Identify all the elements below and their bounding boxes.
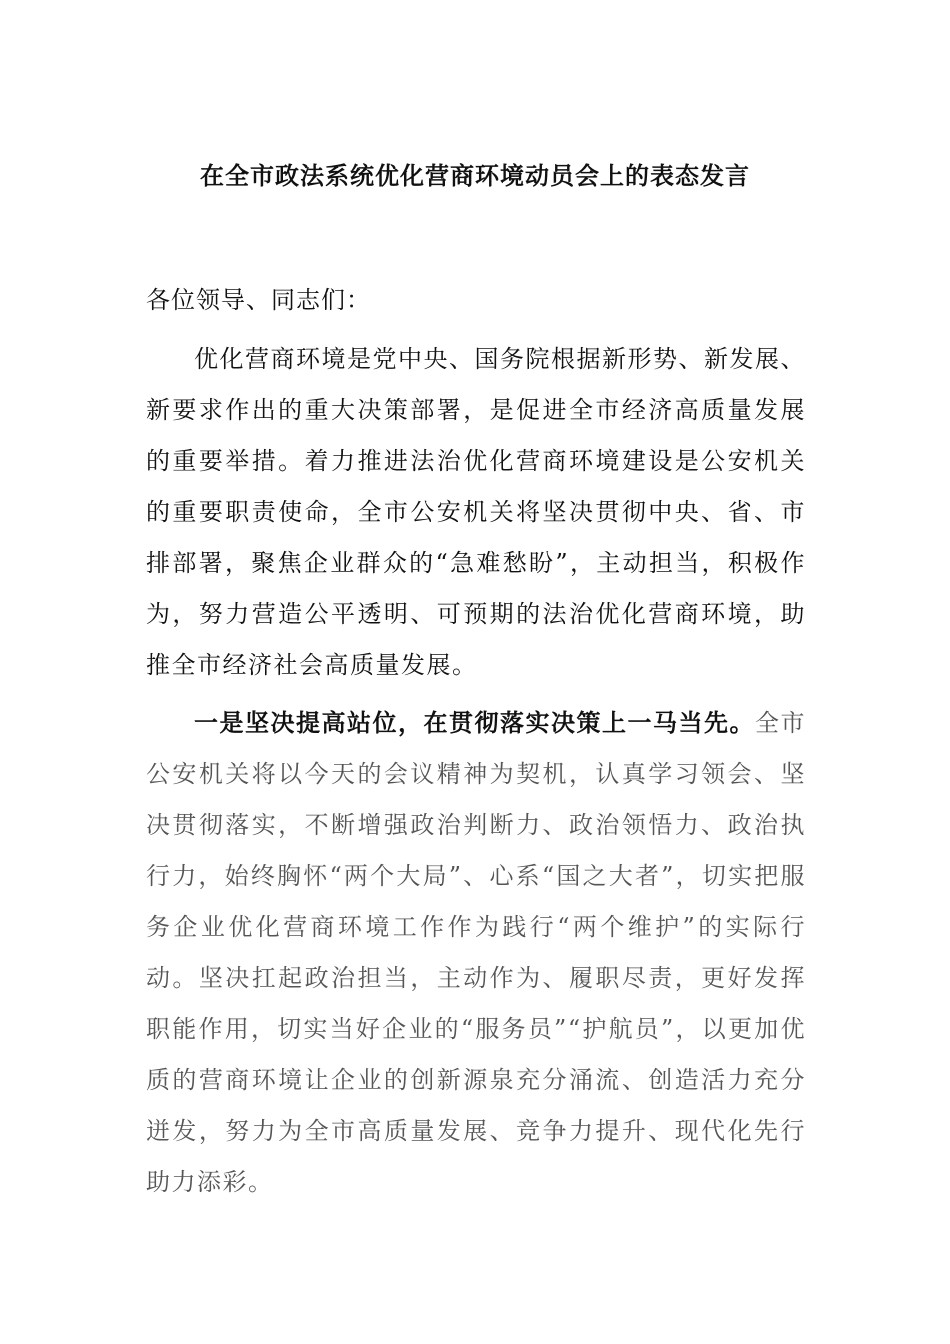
paragraph-intro: 优化营商环境是党中央、国务院根据新形势、新发展、新要求作出的重大决策部署，是促进全市经济高质量发展的重要举措。着力推进法治优化营商环境建设是公安机关的重要职责使命，全市公安机关将坚决贯彻中央、省、市排部署，聚焦企业群众的“急难愁盼”，主动担当，积极作为，努力营造公平透明、可预期的法治优化营商环境，助推全市经济社会高质量发展。 bbox=[146, 345, 806, 679]
paragraph-lead-heading: 一是坚决提高站位，在贯彻落实决策上一马当先。 bbox=[194, 708, 755, 737]
paragraph-point-one bbox=[146, 697, 806, 1208]
document-title: 在全市政法系统优化营商环境动员会上的表态发言 bbox=[200, 161, 750, 190]
salutation: 各位领导、同志们： bbox=[146, 286, 371, 314]
paragraph-body: 全市公安机关将以今天的会议精神为契机，认真学习领会、坚决贯彻落实，不断增强政治判断力、政治领悟力、政治执行力，始终胸怀“两个大局”、心系“国之大者”，切实把服务企业优化营商环境工作作为践行“两个维护”的实际行动。坚决扛起政治担当，主动作为、履职尽责，更好发挥职能作用，切实当好企业的“服务员”“护航员”，以更加优质的营商环境让企业的创新源泉充分涌流、创造活力充分迸发，努力为全市高质量发展、竞争力提升、现代化先行助力添彩。 bbox=[146, 709, 806, 1196]
